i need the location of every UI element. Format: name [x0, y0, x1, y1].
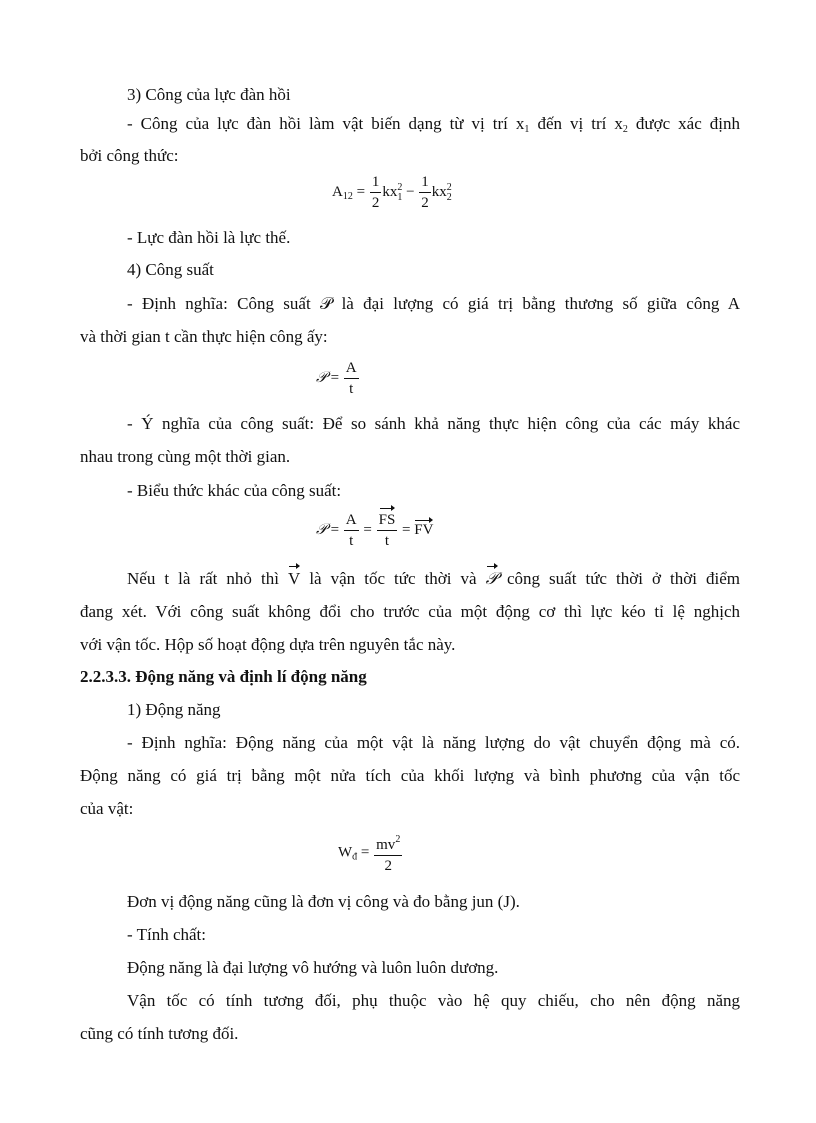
eq-symbol: 𝒫 — [316, 519, 327, 538]
paragraph-ke-properties: - Tính chất: — [127, 925, 206, 944]
eq-symbol: W — [338, 844, 353, 861]
equation-power — [316, 358, 360, 399]
superscript-subscript — [447, 183, 452, 203]
equation-elastic-work — [332, 172, 452, 213]
heading-kinetic-energy: 1) Động năng — [127, 700, 221, 719]
vector-term: FS — [378, 512, 396, 528]
fraction-denominator: 2 — [384, 858, 392, 874]
fraction-denominator: t — [384, 533, 390, 549]
eq-superscript: 2 — [397, 181, 403, 193]
paragraph-power-meaning-line2: nhau trong cùng một thời gian. — [80, 447, 291, 466]
eq-operator: = — [326, 521, 343, 538]
text-segment: Nếu t là rất nhỏ thì — [127, 569, 288, 588]
paragraph-elastic-work-line2: bởi công thức: — [80, 146, 179, 165]
fraction-denominator: 2 — [421, 195, 429, 211]
text-segment: - Công của lực đàn hồi làm vật biến dạng từ vị trí x — [127, 114, 525, 133]
eq-operator: − — [402, 183, 419, 200]
heading-elastic-work: 3) Công của lực đàn hồi — [127, 85, 291, 104]
fraction-numerator: A — [344, 510, 359, 531]
eq-operator: = — [357, 844, 374, 861]
eq-operator: = — [398, 521, 415, 538]
text-segment: đến vị trí x — [529, 114, 623, 133]
fraction — [344, 358, 359, 399]
fraction — [419, 172, 431, 213]
heading-power: 4) Công suất — [127, 260, 214, 279]
paragraph-ke-relative-line1: Vận tốc có tính tương đối, phụ thuộc vào hệ quy chiếu, cho nên động năng — [127, 991, 740, 1010]
paragraph-power-meaning-line1: - Ý nghĩa của công suất: Để so sánh khả năng thực hiện công của các máy khác — [127, 414, 740, 433]
eq-symbol: 𝒫 — [316, 367, 327, 386]
fraction-denominator: 2 — [371, 195, 380, 211]
subscript: 2 — [622, 124, 628, 135]
text-segment: là vận tốc tức thời và — [300, 569, 486, 588]
paragraph-power-alt: - Biểu thức khác của công suất: — [127, 481, 342, 500]
paragraph-instant-power-line3: với vận tốc. Hộp số hoạt động dựa trên nguyên tắc này. — [80, 635, 456, 654]
section-heading-kinetic-energy: 2.2.3.3. Động năng và định lí động năng — [80, 667, 367, 686]
eq-subscript: 1 — [397, 191, 403, 203]
paragraph-elastic-conservative: - Lực đàn hồi là lực thế. — [127, 228, 291, 247]
fraction — [370, 172, 382, 213]
paragraph-ke-unit: Đơn vị động năng cũng là đơn vị công và đo bằng jun (J). — [127, 892, 520, 911]
eq-symbol: A — [332, 183, 343, 200]
paragraph-ke-def-line1: - Định nghĩa: Động năng của một vật là năng lượng do vật chuyển động mà có. — [127, 733, 740, 752]
paragraph-power-def-line2: và thời gian t cần thực hiện công ấy: — [80, 327, 328, 346]
paragraph-ke-def-line3: của vật: — [80, 799, 134, 818]
fraction-numerator — [374, 830, 402, 856]
eq-subscript: đ — [352, 851, 358, 863]
subscript: 1 — [524, 124, 530, 135]
vector-symbol: V — [287, 569, 301, 588]
eq-operator: = — [352, 183, 369, 200]
fraction-numerator — [377, 510, 398, 531]
eq-term: kx — [382, 183, 398, 200]
eq-term: mv — [376, 837, 396, 853]
fraction-numerator: 1 — [419, 172, 431, 193]
fraction-denominator: t — [349, 381, 354, 397]
paragraph-ke-def-line2: Động năng có giá trị bằng một nửa tích của khối lượng và bình phương của vận tốc — [80, 766, 740, 785]
equation-kinetic-energy — [338, 830, 403, 876]
fraction — [377, 510, 398, 551]
eq-superscript: 2 — [446, 181, 452, 193]
paragraph-instant-power-line1 — [127, 568, 740, 590]
paragraph-ke-scalar: Động năng là đại lượng vô hướng và luôn luôn dương. — [127, 958, 499, 977]
eq-subscript: 2 — [446, 191, 452, 203]
eq-term: kx — [431, 183, 447, 200]
fraction-numerator: 1 — [370, 172, 382, 193]
paragraph-elastic-work-line1 — [127, 113, 740, 141]
vector-symbol: 𝒫 — [485, 569, 498, 589]
paragraph-instant-power-line2: đang xét. Với công suất không đổi cho trước của một động cơ thì lực kéo tỉ lệ nghịch — [80, 602, 740, 621]
paragraph-power-def-line1: - Định nghĩa: Công suất 𝒫 là đại lượng có giá trị bằng thương số giữa công A — [127, 294, 740, 313]
eq-superscript: 2 — [395, 834, 401, 845]
paragraph-ke-relative-line2: cũng có tính tương đối. — [80, 1024, 239, 1043]
vector-term: FV — [414, 521, 434, 538]
fraction-denominator: t — [349, 533, 354, 549]
eq-operator: = — [326, 369, 343, 386]
text-segment: công suất tức thời ở thời điểm — [497, 569, 740, 588]
eq-operator: = — [359, 521, 376, 538]
fraction — [344, 510, 359, 551]
equation-power-alt — [316, 510, 433, 551]
eq-subscript: 12 — [342, 190, 353, 202]
text-segment: được xác định — [627, 114, 740, 133]
fraction-numerator: A — [344, 358, 359, 379]
fraction — [374, 830, 402, 876]
